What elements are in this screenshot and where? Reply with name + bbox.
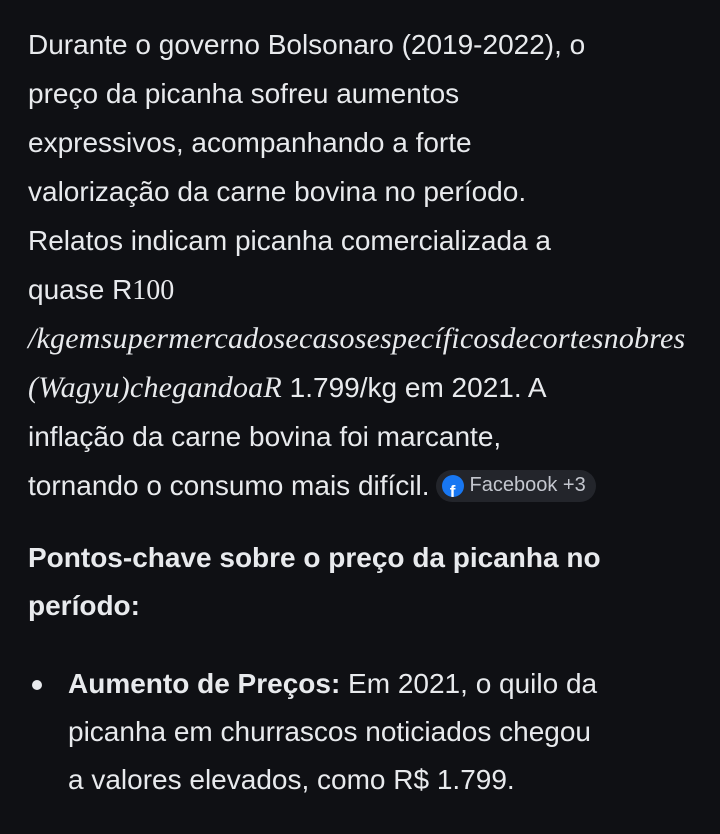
source-chip[interactable]: [436, 470, 596, 502]
math-render-line: /kgemsupermercadosecasosespecíficosdecortesnobres: [28, 322, 686, 355]
paragraph-text: quase R: [28, 274, 133, 305]
paragraph-line: preço da picanha sofreu aumentos: [28, 78, 460, 109]
bullet-line-text: Em 2021, o quilo da: [340, 668, 598, 699]
source-chip-label: Facebook +3: [469, 474, 586, 497]
paragraph-line: [28, 363, 720, 412]
bullet-line: [68, 660, 708, 708]
paragraph-line: Relatos indicam picanha comercializada a: [28, 225, 551, 256]
facebook-icon: f: [442, 475, 464, 497]
paragraph-line: inflação da carne bovina foi marcante,: [28, 421, 502, 452]
bullet-line: a valores elevados, como R$ 1.799.: [68, 764, 515, 795]
answer-content: [28, 20, 720, 510]
bullet-icon: [32, 680, 42, 690]
answer-paragraph: [28, 20, 720, 510]
paragraph-line: expressivos, acompanhando a forte: [28, 127, 472, 158]
math-render-text: 100: [132, 275, 175, 306]
paragraph-line: valorização da carne bovina no período.: [28, 176, 527, 207]
paragraph-text: tornando o consumo mais difícil.: [28, 470, 430, 501]
paragraph-line: Durante o governo Bolsonaro (2019-2022), o: [28, 29, 586, 60]
math-render-text: (Wagyu)chegandoaR: [28, 371, 282, 404]
paragraph-text: 1.799/kg em 2021. A: [281, 372, 547, 403]
section-heading: Pontos-chave sobre o preço da picanha no período:: [28, 542, 601, 621]
bullet-text: [68, 660, 708, 804]
bullet-line: picanha em churrascos noticiados chegou: [68, 716, 591, 747]
bullet-label: Aumento de Preços:: [68, 668, 341, 699]
paragraph-line: [28, 265, 720, 314]
paragraph-line: [28, 461, 720, 510]
